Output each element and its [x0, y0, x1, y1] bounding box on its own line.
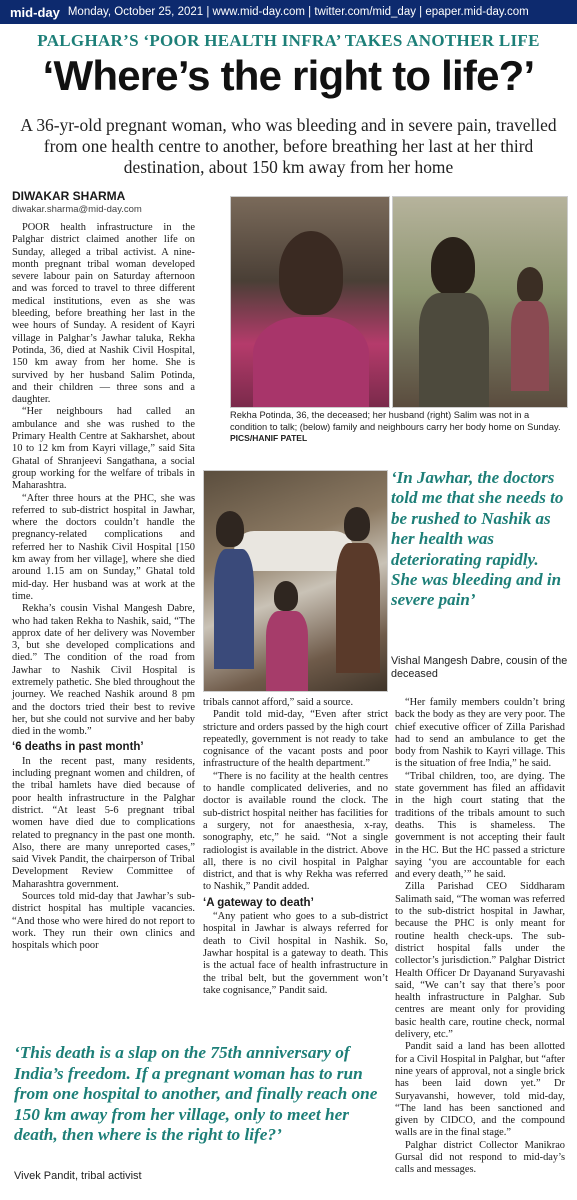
article-column-2 — [203, 697, 388, 997]
author-email: diwakar.sharma@mid-day.com — [12, 204, 142, 215]
byline — [12, 189, 222, 215]
paragraph: “There is no facility at the health centres to handle complicated deliveries, and no doctor is available round the clock. The sub-district hospital neither has facilities for a surgery, not for anaesthesia, x-ray, sonography, etc,” he said. “Not a single radiologist is available in the district. Above all, there is no civil hospital in Palghar district, and that is why Rekha was referred to Nashik,” Pandit added. — [203, 770, 388, 893]
pull-quote-pandit: ‘This death is a slap on the 75th anniversary of India’s freedom. If a pregnant woman has to run from one hospital to another, and finally reach one 150 km away from her village, only to meet her death, then where is the right to life?’ — [14, 1043, 378, 1144]
article-column-3 — [395, 697, 565, 1177]
paragraph: POOR health infrastructure in the Palghar district claimed another life on Sunday, alleged a tribal activist. A nine-month pregnant tribal woman developed severe labour pain on Saturday afternoon and was forced to travel to three different medical institutions, even as she was bleeding, before breathing her last in the wee hours of Sunday. A resident of Kayri village in Palghar’s Jawhar taluka, Rekha Potinda, 36, died at Nashik Civil Hospital, 150 km away from her home. She is survived by her husband Salim Potinda, and their children — three sons and a daughter. — [12, 222, 195, 406]
subhead-6-deaths: ‘6 deaths in past month’ — [12, 741, 144, 754]
masthead-bar — [0, 0, 577, 24]
author-name: DIWAKAR SHARMA — [12, 189, 126, 203]
masthead-info: Monday, October 25, 2021 | www.mid-day.com | twitter.com/mid_day | epaper.mid-day.com — [67, 6, 529, 18]
paragraph: Pandit said a land has been allotted for a Civil Hospital in Palghar, but “after nine years of approval, not a single brick has been laid down yet.” Dr Suryavanshi, however, told mid-day, “The land has been sanctioned and given by CIDCO, and the compound walls are in the final stage.” — [395, 1041, 565, 1139]
kicker-headline: PALGHAR’S ‘POOR HEALTH INFRA’ TAKES ANOTHER LIFE — [37, 31, 540, 50]
deck-summary: A 36-yr-old pregnant woman, who was bleeding and in severe pain, travelled from one health centre to another, before breathing her last at her third destination, about 150 km away from her home — [20, 115, 557, 177]
masthead-brand: mid-day — [10, 4, 60, 20]
pull-quote-dabre: ‘In Jawhar, the doctors told me that she needs to be rushed to Nashik as her health was deteriorating rapidly. She was bleeding and in severe pain’ — [391, 468, 564, 610]
photo-body-carried-home — [203, 470, 388, 692]
photo-husband-salim — [392, 196, 568, 408]
paragraph: Sources told mid-day that Jawhar’s sub-district hospital has multiple vacancies. “And those who were hired do not report to work. They run their own clinics and hospitals which poor — [12, 891, 195, 952]
paragraph: “After three hours at the PHC, she was referred to sub-district hospital in Jawhar, where the doctors couldn’t handle the pregnancy-related complications and referred her to Nashik Civil Hospital [150 km away from her village], where she died around 1.15 am on Sunday,” Ghatal told mid-day. Her husband was at work at the time. — [12, 492, 195, 602]
paragraph: tribals cannot afford,” said a source. — [203, 697, 354, 708]
article-column-1 — [12, 222, 195, 953]
paragraph: “Her neighbours had called an ambulance and she was rushed to the Primary Health Centre at Sakharshet, about 10 to 12 km from Kayri village,” said Sita Ghatal of Shranjeevi Sangathana, a social group working for the welfare of tribals in Maharashtra. — [12, 406, 195, 492]
photo-rekha-potinda — [230, 196, 390, 408]
paragraph: “Tribal children, too, are dying. The state government has filed an affidavit in the high court stating that the traditions of the tribals amount to such deaths. This is shameless. The government is not accepting their fault in the HC. But the HC passed a stricture saying ‘you are accountable for each and every death,’” he said. — [395, 770, 565, 881]
pull-quote-pandit-attribution: Vivek Pandit, tribal activist — [14, 1170, 142, 1182]
paragraph: Pandit told mid-day, “Even after strict stricture and orders passed by the high court repeatedly, government is not ready to take cognisance of the vacant posts and poor infrastructure of the health department.” — [203, 709, 388, 770]
paragraph: Zilla Parishad CEO Siddharam Salimath said, “The woman was referred to the sub-district hospital in Jawhar, because the PHC is only meant for routine health check-ups. The sub-district hospital falls under the collector’s jurisdiction.” Palghar District Health Officer Dr Dayanand Suryavashi said, “We can’t say that there’s poor health infrastructure in Palghar. Sub centres are meant only for providing basic health care, routine check, normal delivery, etc.” — [395, 881, 565, 1041]
paragraph: Rekha’s cousin Vishal Mangesh Dabre, who had taken Rekha to Nashik, said, “The approx date of her delivery was November 3, but she developed complications and died.” The condition of the road from Jawhar to Nashik Civil Hospital is extremely pathetic. She bled throughout the journey. We reached Nashik around 8 pm and the doctors tried their best to revive her, but she could not survive and her baby died in the womb.” — [12, 603, 195, 738]
paragraph: Palghar district Collector Manikrao Gursal did not respond to mid-day’s calls and messages. — [395, 1139, 565, 1176]
pull-quote-dabre-attribution: Vishal Mangesh Dabre, cousin of the deceased — [391, 655, 568, 680]
caption-text: Rekha Potinda, 36, the deceased; her husband (right) Salim was not in a condition to talk; (below) family and neighbours carry her body home on Sunday. — [230, 410, 561, 432]
paragraph: “Any patient who goes to a sub-district hospital in Jawhar is always referred for death to Civil hospital in Nashik. So, Jawhar hospital is a gateway to death. This is the actual face of health infrastructure in the tribal belt, but the government won’t take cognisance,” Pandit said. — [203, 911, 388, 996]
photo-credit: PICS/HANIF PATEL — [230, 433, 308, 443]
paragraph: “Her family members couldn’t bring back the body as they are very poor. The chief executive officer of Zilla Parishad had to send an ambulance to get the body from Nashik to Kayri village. This is the situation of free India,” he said. — [395, 697, 565, 770]
photo-caption — [230, 410, 568, 445]
main-headline: ‘Where’s the right to life?’ — [42, 52, 535, 99]
subhead-gateway-to-death: ‘A gateway to death’ — [203, 896, 314, 909]
paragraph: In the recent past, many residents, including pregnant women and children, of the tribal hamlets have died because of poor health infrastructure in the Palghar district. “At least 5-6 pregnant tribal women have died due to complications related to pregnancy in the past one month. Also, there are many unreported cases,” said Vivek Pandit, the chairperson of Tribal Development Review Committee of Maharashtra government. — [12, 755, 195, 890]
